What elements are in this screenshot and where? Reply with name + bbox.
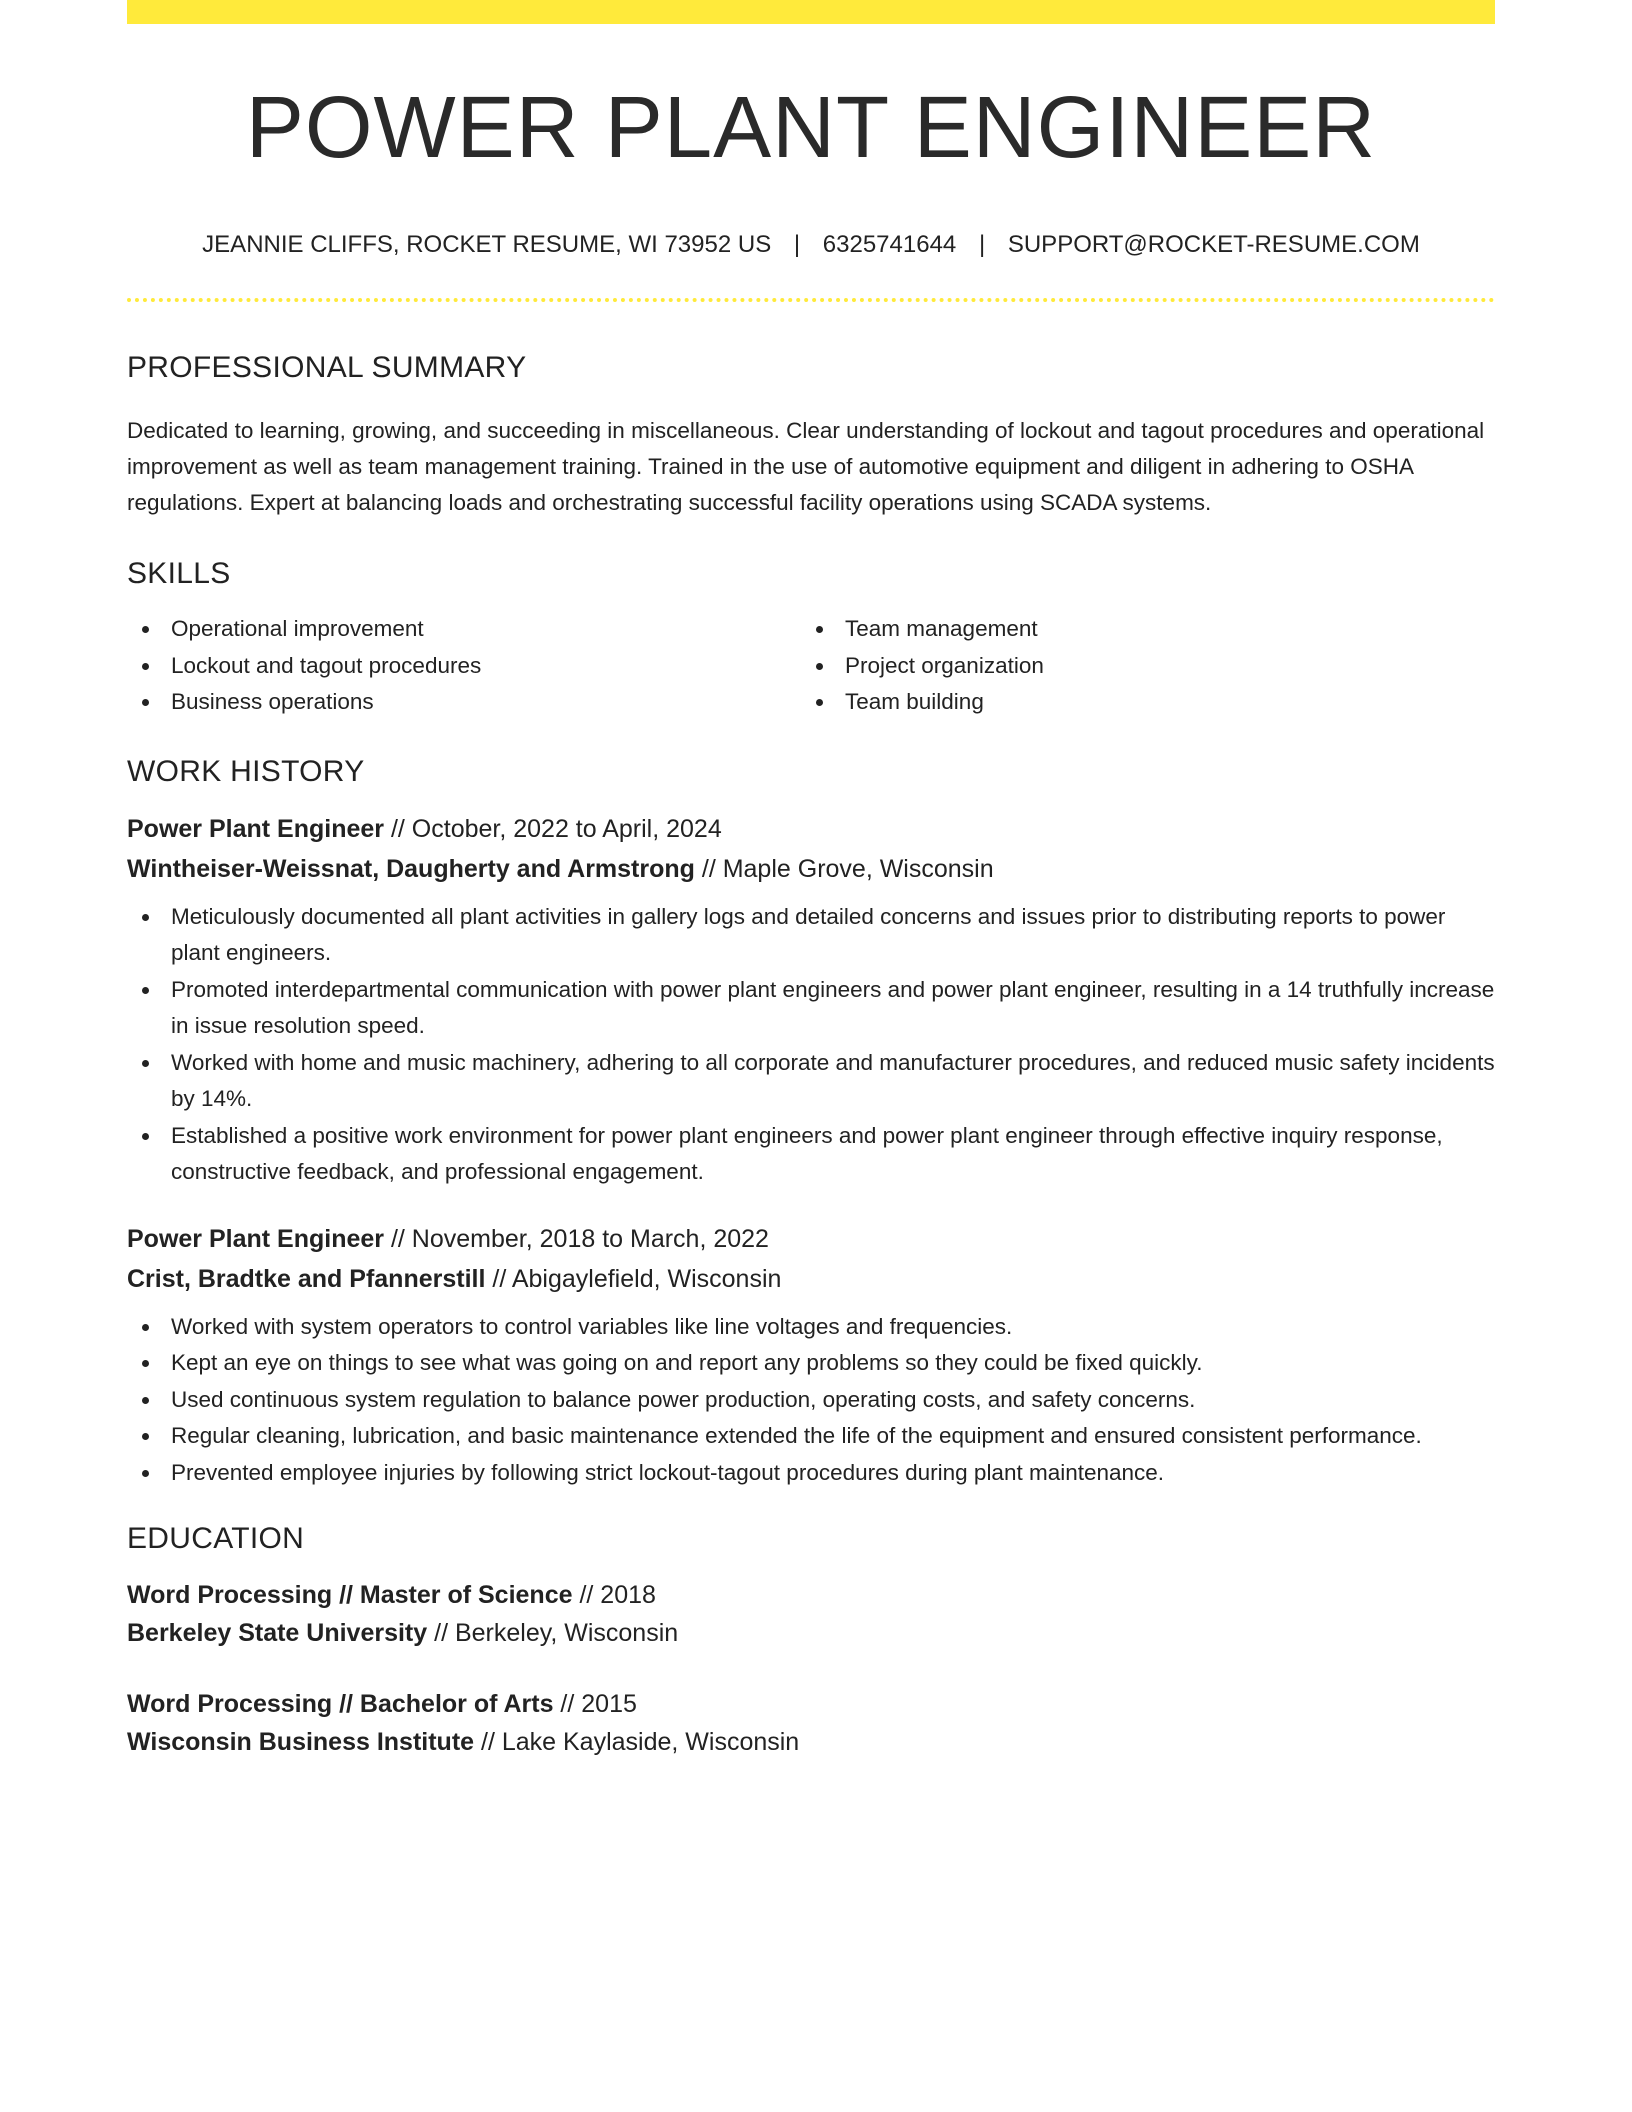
- contact-phone: 6325741644: [822, 231, 957, 258]
- job-bullet: Used continuous system regulation to balance power production, operating costs, and safety concerns.: [127, 1382, 1495, 1419]
- job-bullets: [127, 1309, 1495, 1492]
- job-dates: // November, 2018 to March, 2022: [384, 1224, 769, 1253]
- skills-columns: [127, 611, 1495, 721]
- education-year: // 2015: [553, 1690, 637, 1718]
- job-role: Power Plant Engineer: [127, 814, 385, 843]
- job-company-line: [127, 1259, 1495, 1299]
- summary-heading: PROFESSIONAL SUMMARY: [127, 351, 527, 384]
- job-bullet: Kept an eye on things to see what was going on and report any problems so they could be fixed quickly.: [127, 1345, 1495, 1382]
- summary-text: Dedicated to learning, growing, and succeeding in miscellaneous. Clear understanding of lockout and tagout procedures and operational improvement as well as team management training. Trained in the use of automotive equipment and diligent in adhering to OSHA regulations. Expert at balancing loads and orchestrating successful facility operations using SCADA systems.: [127, 418, 1485, 515]
- education-school-line: [127, 1614, 1495, 1652]
- education-school: Berkeley State University: [127, 1619, 428, 1647]
- education-location: // Berkeley, Wisconsin: [427, 1619, 679, 1647]
- job-bullet: Meticulously documented all plant activities in gallery logs and detailed concerns and issues prior to distributing reports to power plant engineers.: [127, 899, 1495, 972]
- skills-heading: SKILLS: [127, 557, 231, 590]
- education-school-line: [127, 1723, 1495, 1761]
- job-bullet: Prevented employee injuries by following strict lockout-tagout procedures during plant maintenance.: [127, 1455, 1495, 1492]
- job-dates: // October, 2022 to April, 2024: [384, 814, 722, 843]
- job-company: Crist, Bradtke and Pfannerstill: [127, 1264, 486, 1293]
- job-bullet: Established a positive work environment for power plant engineers and power plant engineer through effective inquiry response, constructive feedback, and professional engagement.: [127, 1118, 1495, 1191]
- resume-title: POWER PLANT ENGINEER: [245, 79, 1377, 176]
- job-location: // Maple Grove, Wisconsin: [694, 854, 994, 883]
- skill-item: Project organization: [801, 648, 1475, 685]
- skill-item: Team building: [801, 684, 1475, 721]
- skills-right-column: [801, 611, 1475, 721]
- skill-item: Operational improvement: [127, 611, 801, 648]
- job-title-line: [127, 1219, 1495, 1259]
- job-company-line: [127, 849, 1495, 889]
- job-location: // Abigaylefield, Wisconsin: [485, 1264, 782, 1293]
- education-degree-line: [127, 1576, 1495, 1614]
- job-bullets: [127, 899, 1495, 1191]
- skill-item: Lockout and tagout procedures: [127, 648, 801, 685]
- accent-top-bar: [127, 0, 1495, 24]
- job-bullet: Worked with home and music machinery, adhering to all corporate and manufacturer procedures, and reduced music safety incidents by 14%.: [127, 1045, 1495, 1118]
- skill-item: Business operations: [127, 684, 801, 721]
- job-role: Power Plant Engineer: [127, 1224, 385, 1253]
- resume-content: [127, 0, 1495, 1761]
- education-degree-line: [127, 1685, 1495, 1723]
- job-title-line: [127, 809, 1495, 849]
- education-year: // 2018: [572, 1581, 656, 1609]
- contact-address: JEANNIE CLIFFS, ROCKET RESUME, WI 73952 US: [202, 231, 772, 258]
- job-company: Wintheiser-Weissnat, Daugherty and Armstrong: [127, 854, 695, 883]
- contact-line: [127, 233, 1495, 257]
- job-bullet: Regular cleaning, lubrication, and basic maintenance extended the life of the equipment and ensured consistent performance.: [127, 1418, 1495, 1455]
- education-degree: Word Processing // Master of Science: [127, 1581, 573, 1609]
- job-bullet: Promoted interdepartmental communication with power plant engineers and power plant engineer, resulting in a 14 truthfully increase in issue resolution speed.: [127, 972, 1495, 1045]
- education-location: // Lake Kaylaside, Wisconsin: [474, 1728, 800, 1756]
- work-history-heading: WORK HISTORY: [127, 754, 365, 788]
- job-bullet: Worked with system operators to control variables like line voltages and frequencies.: [127, 1309, 1495, 1346]
- education-degree: Word Processing // Bachelor of Arts: [127, 1690, 554, 1718]
- dotted-divider: [127, 298, 1495, 302]
- contact-email: SUPPORT@ROCKET-RESUME.COM: [1007, 231, 1420, 258]
- skills-left-column: [127, 611, 801, 721]
- skill-item: Team management: [801, 611, 1475, 648]
- education-school: Wisconsin Business Institute: [127, 1728, 475, 1756]
- education-heading: EDUCATION: [127, 1522, 305, 1555]
- contact-separator: |: [793, 231, 801, 258]
- contact-separator: |: [978, 231, 986, 258]
